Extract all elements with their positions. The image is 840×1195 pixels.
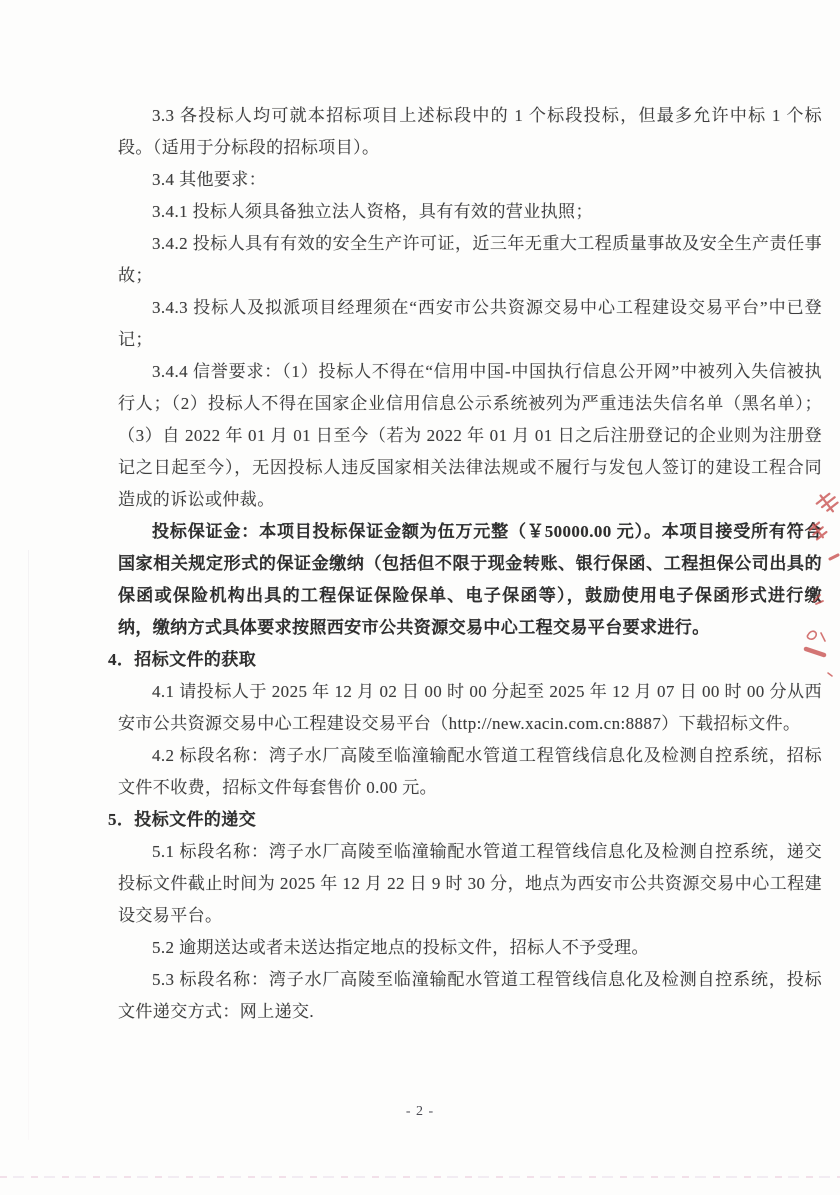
para-4-1: 4.1 请投标人于 2025 年 12 月 02 日 00 时 00 分起至 2025 年 12 月 07 日 00 时 00 分从西安市公共资源交易中心工程建设交易平台（http://new.xacin.com.cn:8887）下载招标文件。 xyxy=(118,682,822,733)
para-3-4-1: 3.4.1 投标人须具备独立法人资格，具有有效的营业执照； xyxy=(152,202,593,221)
para-3-3: 3.3 各投标人均可就本招标项目上述标段中的 1 个标段投标，但最多允许中标 1 个标段。（适用于分标段的招标项目）。 xyxy=(118,106,822,157)
scan-artifact-left xyxy=(28,550,29,1140)
para-5-1: 5.1 标段名称：湾子水厂高陵至临潼输配水管道工程管线信息化及检测自控系统，递交投标文件截止时间为 2025 年 12 月 22 日 9 时 30 分，地点为西安市公共资源交易中心工程建设交易平台。 xyxy=(118,842,822,925)
para-3-4-3: 3.4.3 投标人及拟派项目经理须在“西安市公共资源交易中心工程建设交易平台”中已登记； xyxy=(118,298,822,349)
scan-artifact-line xyxy=(0,1176,840,1178)
section-heading-5: 5．投标文件的递交 xyxy=(108,810,257,829)
page-number: - 2 - xyxy=(405,1104,435,1119)
document-body xyxy=(108,100,822,1028)
para-3-4-4: 3.4.4 信誉要求：（1）投标人不得在“信用中国-中国执行信息公开网”中被列入失信被执行人；（2）投标人不得在国家企业信用信息公示系统被列为严重违法失信名单（黑名单）；（3）自 2022 年 01 月 01 日至今（若为 2022 年 01 月 01 日之后注册登记的企业则为注册登记之日起至今），无因投标人违反国家相关法律法规或不履行与发包人签订的建设工程合同造成的诉讼或仲裁。 xyxy=(118,362,822,509)
para-5-2: 5.2 逾期送达或者未送达指定地点的投标文件，招标人不予受理。 xyxy=(152,938,649,957)
section-heading-4: 4．招标文件的获取 xyxy=(108,650,257,669)
para-3-4: 3.4 其他要求： xyxy=(152,170,267,189)
para-bid-deposit: 投标保证金：本项目投标保证金额为伍万元整（￥50000.00 元）。本项目接受所有符合国家相关规定形式的保证金缴纳（包括但不限于现金转账、银行保函、工程担保公司出具的保函或保险机构出具的工程保证保险保单、电子保函等），鼓励使用电子保函形式进行缴纳，缴纳方式具体要求按照西安市公共资源交易中心工程交易平台要求进行。 xyxy=(118,522,822,637)
para-5-3: 5.3 标段名称：湾子水厂高陵至临潼输配水管道工程管线信息化及检测自控系统，投标文件递交方式：网上递交. xyxy=(118,970,822,1021)
para-4-2: 4.2 标段名称：湾子水厂高陵至临潼输配水管道工程管线信息化及检测自控系统，招标文件不收费，招标文件每套售价 0.00 元。 xyxy=(118,746,822,797)
para-3-4-2: 3.4.2 投标人具有有效的安全生产许可证，近三年无重大工程质量事故及安全生产责任事故； xyxy=(118,234,822,285)
